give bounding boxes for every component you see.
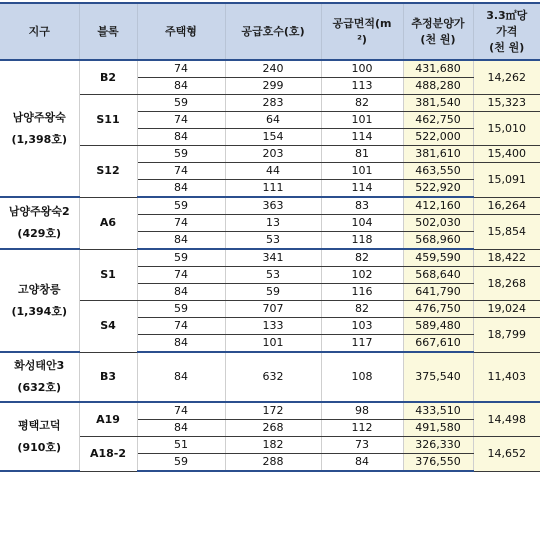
district-cell	[0, 60, 79, 197]
supply-area-cell: 101	[321, 112, 403, 129]
district-cell	[0, 197, 79, 249]
table-row	[0, 402, 540, 420]
district-name: 고양창릉	[17, 282, 61, 296]
estimated-price-cell: 375,540	[403, 352, 473, 402]
price-per-pyeong-cell: 15,323	[473, 95, 540, 112]
price-per-pyeong-cell: 18,799	[473, 318, 540, 353]
district-cell	[0, 352, 79, 402]
housing-type-cell: 59	[137, 197, 225, 215]
supply-area-cell: 82	[321, 95, 403, 112]
housing-type-cell: 84	[137, 129, 225, 146]
supply-area-cell: 82	[321, 249, 403, 267]
price-per-pyeong-cell: 18,422	[473, 249, 540, 267]
estimated-price-cell: 412,160	[403, 197, 473, 215]
district-name: 남양주왕숙	[12, 110, 66, 124]
supply-area-cell: 73	[321, 437, 403, 454]
estimated-price-cell: 522,920	[403, 180, 473, 198]
housing-type-cell: 84	[137, 232, 225, 250]
district-units: (632호)	[17, 381, 62, 394]
table-row	[0, 95, 540, 112]
supply-units-cell: 53	[225, 232, 321, 250]
supply-units-cell: 13	[225, 215, 321, 232]
supply-area-cell: 103	[321, 318, 403, 335]
table-row	[0, 301, 540, 318]
district-name: 평택고덕	[17, 418, 61, 432]
supply-units-cell: 53	[225, 267, 321, 284]
housing-type-cell: 59	[137, 454, 225, 472]
header-supply-area: 공급면적(m ²)	[321, 3, 403, 60]
block-cell: S12	[79, 146, 137, 198]
price-per-pyeong-cell: 15,010	[473, 112, 540, 146]
estimated-price-cell: 326,330	[403, 437, 473, 454]
supply-area-cell: 102	[321, 267, 403, 284]
supply-units-cell: 182	[225, 437, 321, 454]
supply-area-cell: 108	[321, 352, 403, 402]
supply-units-cell: 632	[225, 352, 321, 402]
price-per-pyeong-cell: 16,264	[473, 197, 540, 215]
table-row	[0, 437, 540, 454]
supply-area-cell: 114	[321, 129, 403, 146]
estimated-price-cell: 491,580	[403, 420, 473, 437]
estimated-price-cell: 641,790	[403, 284, 473, 301]
estimated-price-cell: 381,610	[403, 146, 473, 163]
table-row	[0, 146, 540, 163]
supply-units-cell: 154	[225, 129, 321, 146]
table-body	[0, 60, 540, 471]
supply-units-cell: 288	[225, 454, 321, 472]
housing-type-cell: 74	[137, 163, 225, 180]
supply-area-cell: 82	[321, 301, 403, 318]
housing-type-cell: 59	[137, 146, 225, 163]
supply-area-cell: 98	[321, 402, 403, 420]
block-cell: B3	[79, 352, 137, 402]
housing-type-cell: 84	[137, 335, 225, 353]
supply-area-cell: 116	[321, 284, 403, 301]
header-estimated-price: 추정분양가 (천 원)	[403, 3, 473, 60]
block-cell: S11	[79, 95, 137, 146]
supply-area-cell: 118	[321, 232, 403, 250]
supply-units-cell: 299	[225, 78, 321, 95]
supply-units-cell: 240	[225, 60, 321, 78]
block-cell: A18-2	[79, 437, 137, 472]
table-row	[0, 197, 540, 215]
table-row	[0, 249, 540, 267]
housing-type-cell: 84	[137, 420, 225, 437]
header-row	[0, 3, 540, 60]
housing-type-cell: 59	[137, 249, 225, 267]
supply-area-cell: 113	[321, 78, 403, 95]
supply-area-cell: 83	[321, 197, 403, 215]
supply-area-cell: 101	[321, 163, 403, 180]
district-name: 남양주왕숙2	[8, 205, 70, 218]
price-per-pyeong-cell: 15,400	[473, 146, 540, 163]
header-housing-type: 주택형	[137, 3, 225, 60]
district-units: (910호)	[17, 440, 62, 454]
estimated-price-cell: 522,000	[403, 129, 473, 146]
district-units: (1,398호)	[11, 132, 67, 146]
estimated-price-cell: 459,590	[403, 249, 473, 267]
estimated-price-cell: 568,640	[403, 267, 473, 284]
supply-units-cell: 133	[225, 318, 321, 335]
housing-type-cell: 74	[137, 60, 225, 78]
supply-area-cell: 112	[321, 420, 403, 437]
header-block: 블록	[79, 3, 137, 60]
supply-units-cell: 172	[225, 402, 321, 420]
estimated-price-cell: 488,280	[403, 78, 473, 95]
supply-area-cell: 114	[321, 180, 403, 198]
supply-area-cell: 117	[321, 335, 403, 353]
estimated-price-cell: 433,510	[403, 402, 473, 420]
supply-units-cell: 111	[225, 180, 321, 198]
table-row	[0, 60, 540, 78]
supply-units-cell: 268	[225, 420, 321, 437]
supply-units-cell: 203	[225, 146, 321, 163]
estimated-price-cell: 376,550	[403, 454, 473, 472]
supply-units-cell: 283	[225, 95, 321, 112]
supply-price-table	[0, 2, 540, 472]
header-supply-units: 공급호수(호)	[225, 3, 321, 60]
estimated-price-cell: 502,030	[403, 215, 473, 232]
district-cell	[0, 402, 79, 471]
supply-units-cell: 44	[225, 163, 321, 180]
estimated-price-cell: 568,960	[403, 232, 473, 250]
block-cell: S4	[79, 301, 137, 353]
supply-units-cell: 363	[225, 197, 321, 215]
housing-type-cell: 84	[137, 180, 225, 198]
block-cell: S1	[79, 249, 137, 301]
housing-type-cell: 84	[137, 284, 225, 301]
supply-units-cell: 341	[225, 249, 321, 267]
estimated-price-cell: 462,750	[403, 112, 473, 129]
header-price-per-pyeong: 3.3㎡당 가격 (천 원)	[473, 3, 540, 60]
block-cell: A19	[79, 402, 137, 437]
supply-area-cell: 81	[321, 146, 403, 163]
price-per-pyeong-cell: 14,498	[473, 402, 540, 437]
supply-area-cell: 84	[321, 454, 403, 472]
housing-type-cell: 59	[137, 301, 225, 318]
district-name: 화성태안3	[14, 359, 65, 372]
housing-type-cell: 59	[137, 95, 225, 112]
estimated-price-cell: 667,610	[403, 335, 473, 353]
housing-type-cell: 74	[137, 402, 225, 420]
housing-type-cell: 74	[137, 267, 225, 284]
estimated-price-cell: 589,480	[403, 318, 473, 335]
price-per-pyeong-cell: 15,091	[473, 163, 540, 198]
block-cell: A6	[79, 197, 137, 249]
estimated-price-cell: 381,540	[403, 95, 473, 112]
housing-type-cell: 74	[137, 112, 225, 129]
table-row	[0, 352, 540, 402]
supply-units-cell: 707	[225, 301, 321, 318]
price-per-pyeong-cell: 18,268	[473, 267, 540, 301]
district-units: (1,394호)	[11, 304, 67, 318]
housing-type-cell: 84	[137, 352, 225, 402]
estimated-price-cell: 476,750	[403, 301, 473, 318]
header-district: 지구	[0, 3, 79, 60]
supply-units-cell: 64	[225, 112, 321, 129]
price-per-pyeong-cell: 15,854	[473, 215, 540, 250]
price-per-pyeong-cell: 11,403	[473, 352, 540, 402]
price-per-pyeong-cell: 19,024	[473, 301, 540, 318]
estimated-price-cell: 463,550	[403, 163, 473, 180]
supply-units-cell: 101	[225, 335, 321, 353]
housing-type-cell: 74	[137, 318, 225, 335]
housing-type-cell: 74	[137, 215, 225, 232]
block-cell: B2	[79, 60, 137, 95]
supply-units-cell: 59	[225, 284, 321, 301]
housing-type-cell: 51	[137, 437, 225, 454]
estimated-price-cell: 431,680	[403, 60, 473, 78]
price-per-pyeong-cell: 14,652	[473, 437, 540, 472]
district-cell	[0, 249, 79, 352]
housing-type-cell: 84	[137, 78, 225, 95]
supply-area-cell: 104	[321, 215, 403, 232]
supply-area-cell: 100	[321, 60, 403, 78]
price-per-pyeong-cell: 14,262	[473, 60, 540, 95]
district-units: (429호)	[17, 227, 62, 240]
